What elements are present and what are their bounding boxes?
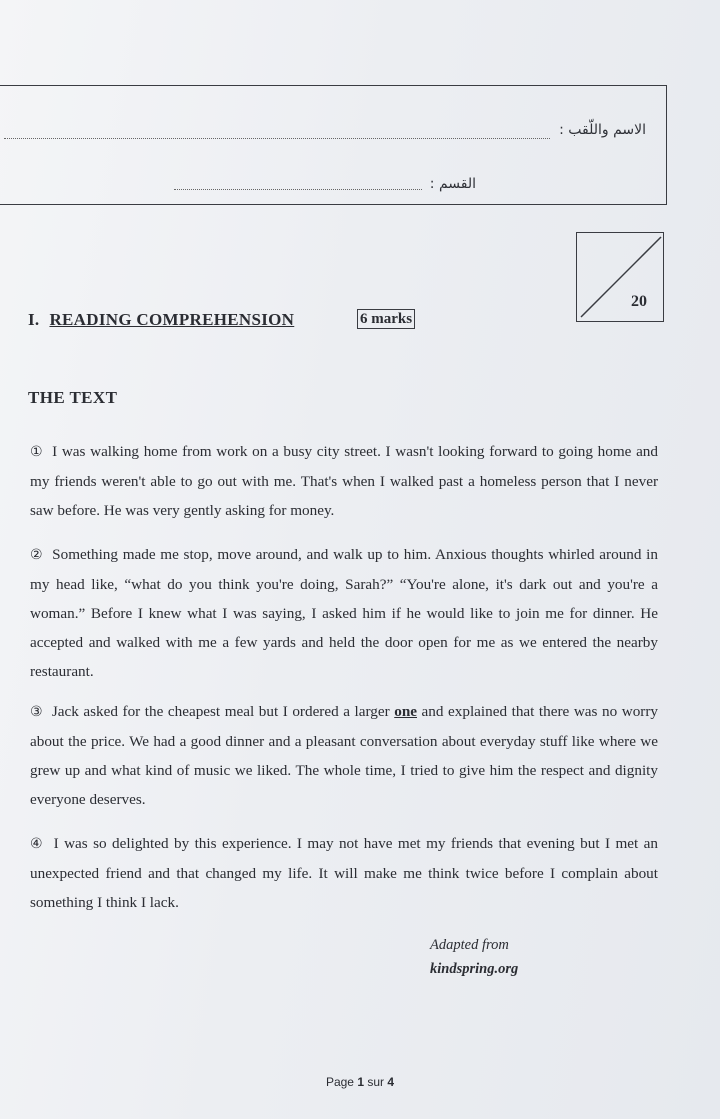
source-site: kindspring.org (430, 961, 519, 977)
name-field-dotted-line[interactable] (4, 138, 550, 139)
footer-sur-word: sur (367, 1075, 385, 1089)
text-heading: THE TEXT (28, 388, 118, 407)
paragraph-text: Something made me stop, move around, and walk up to him. Anxious thoughts whirled around in my head like, “what do you think you're doing, Sarah?” “You're alone, it's dark out and you're a woman.” Before I knew what I was saying, I asked him if he would like to join me for dinner. He accepted and walked with me a few yards and held the door open for me as we entered the nearby restaurant. (30, 546, 658, 680)
paragraph-text: I was walking home from work on a busy city street. I wasn't looking forward to going home and my friends weren't able to go out with me. That's when I walked past a homeless person that I never saw before. He was very gently asking for money. (30, 443, 658, 519)
score-total: 20 (631, 293, 647, 310)
page-footer (0, 1075, 720, 1089)
section-number: I. (28, 310, 40, 329)
paragraph-marker: ④ (30, 836, 45, 852)
paragraph-marker: ② (30, 547, 44, 563)
paragraph-text: I was so delighted by this experience. I may not have met my friends that evening but I met an unexpected friend and that changed my life. It will make me think twice before I complain about something I think I lack. (30, 835, 659, 911)
underlined-word: one (394, 703, 417, 720)
paragraph-2 (30, 540, 658, 686)
department-field-label: القسم : (429, 176, 476, 192)
section-label: READING COMPREHENSION (49, 310, 295, 329)
paragraph-text-before: Jack asked for the cheapest meal but I ordered a larger (51, 703, 390, 720)
section-title (28, 310, 294, 330)
score-diagonal-line (577, 233, 663, 321)
paragraph-marker: ③ (30, 704, 44, 720)
paragraph-marker: ① (30, 444, 44, 460)
marks-badge: 6 marks (357, 309, 415, 329)
source-prefix: Adapted from (430, 937, 509, 953)
student-info-box (0, 85, 667, 205)
paragraph-3 (30, 697, 658, 814)
paragraph-1 (30, 437, 658, 525)
footer-page-total: 4 (387, 1075, 395, 1089)
department-field-dotted-line[interactable] (174, 189, 422, 190)
source-citation (430, 933, 518, 981)
name-field-label: الاسم واللّقب : (559, 122, 646, 138)
footer-page-number: 1 (357, 1075, 364, 1089)
score-box (576, 232, 664, 322)
footer-page-word: Page (325, 1075, 354, 1089)
paragraph-text-after: and explained that there was no worry about the price. We had a good dinner and a pleasant conversation about everyday stuff like where we grew up and what kind of music we liked. The whole time, I tried to give him the respect and dignity everyone deserves. (30, 703, 658, 808)
paragraph-4 (30, 829, 658, 917)
